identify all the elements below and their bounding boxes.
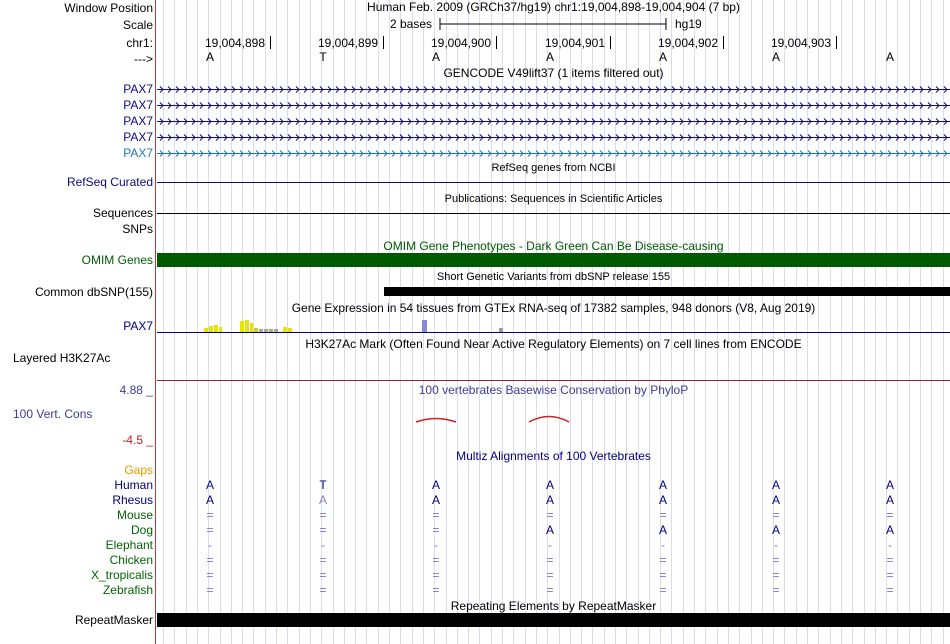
- alignment-base: =: [319, 553, 327, 567]
- reference-base: T: [319, 50, 327, 64]
- alignment-base: A: [771, 478, 780, 492]
- alignment-base: A: [431, 478, 440, 492]
- ruler-coordinate: 19,004,901: [544, 36, 606, 50]
- multiz-gaps-label[interactable]: Gaps: [124, 463, 153, 477]
- species-label[interactable]: Zebrafish: [102, 583, 153, 597]
- alignment-base: =: [432, 523, 440, 537]
- conservation-max-label: 4.88 _: [119, 383, 153, 397]
- alignment-base: =: [319, 523, 327, 537]
- species-label[interactable]: X_tropicalis: [90, 568, 153, 582]
- alignment-base: A: [658, 523, 667, 537]
- species-label[interactable]: Dog: [130, 523, 153, 537]
- alignment-base: A: [205, 478, 214, 492]
- alignment-base: =: [432, 568, 440, 582]
- alignment-base: T: [319, 478, 327, 492]
- alignment-base: =: [206, 523, 214, 537]
- alignment-base: A: [658, 478, 667, 492]
- conservation-min-label: -4.5 _: [122, 433, 153, 447]
- alignment-base: =: [319, 583, 327, 597]
- alignment-base: A: [431, 493, 440, 507]
- alignment-base: =: [319, 508, 327, 522]
- gencode-gene-label[interactable]: PAX7: [123, 146, 153, 160]
- gencode-gene-label[interactable]: PAX7: [123, 98, 153, 112]
- alignment-base: A: [205, 493, 214, 507]
- alignment-base: =: [432, 553, 440, 567]
- assembly-title: Human Feb. 2009 (GRCh37/hg19) chr1:19,004,898-19,004,904 (7 bp): [367, 0, 740, 14]
- ruler-coordinate: 19,004,899: [317, 36, 379, 50]
- alignment-base: =: [659, 508, 667, 522]
- alignment-base: =: [546, 583, 554, 597]
- reference-base: A: [545, 50, 554, 64]
- alignment-base: A: [545, 478, 554, 492]
- alignment-base: -: [434, 538, 438, 552]
- repeatmasker-bar[interactable]: [157, 613, 950, 627]
- alignment-base: =: [206, 508, 214, 522]
- alignment-base: =: [886, 583, 894, 597]
- h3k27ac-track-title[interactable]: H3K27Ac Mark (Often Found Near Active Regulatory Elements) on 7 cell lines from ENCODE: [305, 337, 802, 351]
- scale-label: Scale: [122, 18, 153, 32]
- alignment-base: -: [888, 538, 892, 552]
- ruler-coordinate: 19,004,900: [430, 36, 492, 50]
- gencode-gene-label[interactable]: PAX7: [123, 130, 153, 144]
- species-label[interactable]: Chicken: [109, 553, 153, 567]
- publications-track-label[interactable]: Sequences: [92, 206, 153, 220]
- reference-base: A: [431, 50, 440, 64]
- dbsnp-track-label[interactable]: Common dbSNP(155): [34, 285, 153, 299]
- alignment-base: =: [432, 508, 440, 522]
- scale-bar: [440, 18, 666, 30]
- alignment-base: -: [321, 538, 325, 552]
- repeatmasker-track-label[interactable]: RepeatMasker: [74, 613, 153, 627]
- alignment-base: A: [771, 493, 780, 507]
- species-label[interactable]: Mouse: [116, 508, 153, 522]
- alignment-base: =: [546, 568, 554, 582]
- alignment-base: =: [886, 553, 894, 567]
- gtex-track-label[interactable]: PAX7: [123, 319, 153, 333]
- alignment-base: =: [772, 583, 780, 597]
- multiz-track-title[interactable]: Multiz Alignments of 100 Vertebrates: [456, 449, 651, 463]
- alignment-base: =: [546, 508, 554, 522]
- gencode-gene-label[interactable]: PAX7: [123, 114, 153, 128]
- ruler-coordinate: 19,004,898: [204, 36, 266, 50]
- chr-label: chr1:: [126, 36, 153, 50]
- refseq-track-label[interactable]: RefSeq Curated: [66, 175, 153, 189]
- alignment-base: A: [885, 478, 894, 492]
- alignment-base: A: [771, 523, 780, 537]
- alignment-base: A: [885, 493, 894, 507]
- scale-db: hg19: [675, 17, 702, 31]
- gencode-gene-label[interactable]: PAX7: [123, 82, 153, 96]
- alignment-base: =: [886, 568, 894, 582]
- omim-gene-bar[interactable]: [157, 253, 950, 267]
- gencode-transcripts[interactable]: [157, 87, 950, 157]
- alignment-base: =: [772, 508, 780, 522]
- h3k27ac-track-label[interactable]: Layered H3K27Ac: [13, 351, 111, 365]
- gtex-track-title[interactable]: Gene Expression in 54 tissues from GTEx RNA-seq of 17382 samples, 948 donors (V8, Aug 2019): [291, 301, 816, 315]
- refseq-track-title[interactable]: RefSeq genes from NCBI: [491, 162, 616, 174]
- alignment-base: -: [774, 538, 778, 552]
- omim-track-title[interactable]: OMIM Gene Phenotypes - Dark Green Can Be Disease-causing: [383, 239, 724, 253]
- strand-label: --->: [134, 52, 153, 66]
- reference-base: A: [658, 50, 667, 64]
- dbsnp-track-title[interactable]: Short Genetic Variants from dbSNP release 155: [436, 271, 671, 283]
- alignment-base: =: [886, 508, 894, 522]
- alignment-base: =: [546, 553, 554, 567]
- reference-base: A: [885, 50, 894, 64]
- alignment-base: =: [432, 583, 440, 597]
- omim-track-label[interactable]: OMIM Genes: [81, 253, 153, 267]
- alignment-base: =: [772, 568, 780, 582]
- alignment-base: =: [206, 583, 214, 597]
- repeatmasker-track-title[interactable]: Repeating Elements by RepeatMasker: [450, 599, 657, 613]
- species-label[interactable]: Elephant: [105, 538, 153, 552]
- alignment-base: =: [659, 583, 667, 597]
- reference-base: A: [205, 50, 214, 64]
- ruler-coordinate: 19,004,903: [770, 36, 832, 50]
- species-label[interactable]: Human: [114, 478, 153, 492]
- ruler-coordinate: 19,004,902: [657, 36, 719, 50]
- alignment-base: A: [545, 523, 554, 537]
- alignment-base: =: [319, 568, 327, 582]
- reference-base: A: [771, 50, 780, 64]
- conservation-track-title[interactable]: 100 vertebrates Basewise Conservation by PhyloP: [418, 383, 689, 397]
- window-position-label: Window Position: [64, 1, 153, 15]
- gtex-expression-bars[interactable]: [204, 320, 503, 332]
- alignment-base: =: [206, 553, 214, 567]
- phylop-signal[interactable]: [416, 417, 569, 423]
- alignment-base: A: [318, 493, 327, 507]
- dbsnp-bar[interactable]: [384, 287, 950, 296]
- alignment-base: =: [206, 568, 214, 582]
- gencode-track-title[interactable]: GENCODE V49lift37 (1 items filtered out): [443, 66, 664, 80]
- alignment-base: -: [548, 538, 552, 552]
- alignment-base: A: [545, 493, 554, 507]
- scale-text: 2 bases: [390, 17, 433, 31]
- alignment-base: =: [659, 568, 667, 582]
- alignment-base: =: [772, 553, 780, 567]
- alignment-base: -: [208, 538, 212, 552]
- alignment-base: A: [658, 493, 667, 507]
- alignment-base: =: [659, 553, 667, 567]
- conservation-track-label[interactable]: 100 Vert. Cons: [13, 407, 93, 421]
- publications-track-title[interactable]: Publications: Sequences in Scientific Articles: [444, 193, 663, 205]
- alignment-base: A: [885, 523, 894, 537]
- species-label[interactable]: Rhesus: [112, 493, 153, 507]
- alignment-base: -: [661, 538, 665, 552]
- snps-track-label[interactable]: SNPs: [122, 222, 153, 236]
